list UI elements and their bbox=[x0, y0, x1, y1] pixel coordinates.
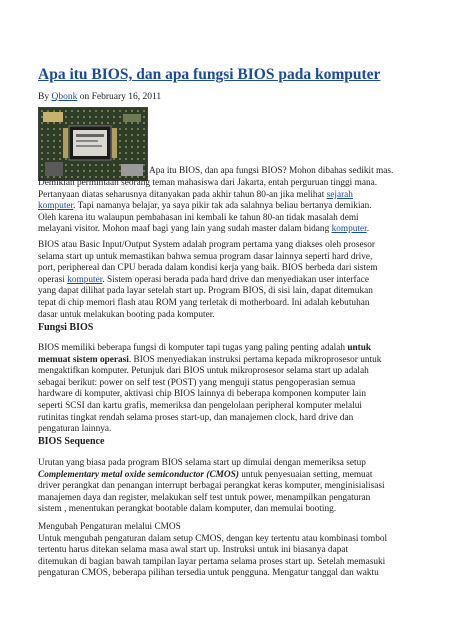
bios-sequence-heading: BIOS Sequence bbox=[38, 436, 105, 447]
para-line: ditemukan di bagian bawah tampilan layar pertama selama proses start up. Setelah memasuki bbox=[38, 556, 386, 567]
para-line: seperti SCSI dan kartu grafis, memeriksa dan pengelolaan peripheral komputer melalui bbox=[38, 400, 362, 411]
intro-lead-text: Apa itu BIOS, dan apa fungsi BIOS? Mohon dibahas sedikit mas. bbox=[149, 166, 394, 176]
para-line: untuk penyesuaian setting, memuat bbox=[241, 469, 373, 480]
para-line: pengaturan CMOS, beberapa pilihan tersedia untuk pengguna. Mengatur tanggal dan waktu bbox=[38, 568, 379, 579]
sejarah-link[interactable]: sejarah bbox=[326, 189, 353, 200]
article-title-link[interactable]: Apa itu BIOS, dan apa fungsi BIOS pada komputer bbox=[38, 66, 381, 83]
para-line: BIOS memiliki beberapa fungsi di komputer tapi tugas yang paling penting adalah bbox=[38, 343, 345, 353]
para-line-bold: untuk bbox=[347, 343, 372, 353]
para-line: selama start up untuk memastikan bahwa semua program dasar lainnya seperti hard drive, bbox=[38, 251, 373, 262]
para-line: manajemen daya dan register, melakukan self test untuk power, menampilkan pengaturan bbox=[38, 492, 371, 503]
para-line: pengaturan lainnya. bbox=[38, 424, 112, 435]
para-line: driver perangkat dan penangan interrupt berbagai perangkat keras komputer, menginisialisasi bbox=[38, 481, 385, 492]
para-line: operasi bbox=[38, 274, 65, 285]
komputer-link[interactable]: komputer bbox=[331, 224, 367, 235]
cmos-paragraph bbox=[38, 522, 438, 580]
para-line: Untuk mengubah pengaturan dalam setup CMOS, dengan key tertentu atau kombinasi tombol bbox=[38, 533, 388, 544]
para-line-bold: memuat sistem operasi bbox=[38, 354, 129, 365]
author-link[interactable]: Qbonk bbox=[51, 92, 78, 102]
para-line: Urutan yang biasa pada program BIOS selama start up dimulai dengan memeriksa setup bbox=[38, 458, 366, 468]
para-line: yang dapat dilihat pada layar setelah start up. Program BIOS, di sisi lain, dapat ditemukan bbox=[38, 286, 373, 297]
intro-line: Oleh karena itu walaupun pembahasan ini kembali ke tahun 80-an tidak masalah demi bbox=[38, 212, 359, 223]
komputer-link[interactable]: komputer bbox=[67, 274, 103, 285]
para-line: mengaktifkan komputer. Petunjuk dari BIOS untuk mikroprosesor selama start up adalah bbox=[38, 366, 369, 377]
para-line: sistem , menentukan perangkat bootable dalam komputer, dan memulai booting. bbox=[38, 504, 337, 515]
para-line: port, periphereal dan CPU berada dalam kondisi kerja yang baik. BIOS berbeda dari sistem bbox=[38, 263, 378, 274]
para-line: tertentu harus ditekan selama masa awal start up. Instruksi untuk ini biasanya dapat bbox=[38, 545, 349, 556]
para-line: sebagai berikut: power on self test (POST) yang menguji status pengoperasian semua bbox=[38, 377, 356, 388]
para-line: rutinitas tingkat rendah selama proses start-up, dan manajemen clock, hard drive dan bbox=[38, 412, 354, 423]
bios-definition-paragraph bbox=[38, 240, 438, 321]
post-date: February 16, 2011 bbox=[91, 92, 162, 102]
intro-line: Demikian permintaan seorang teman mahasiswa dari Jakarta, entah perguruan tinggi mana. bbox=[38, 178, 378, 188]
fungsi-paragraph bbox=[38, 343, 438, 436]
sequence-paragraph bbox=[38, 458, 438, 516]
byline bbox=[38, 92, 161, 102]
cmos-term: Complementary metal oxide semiconductor (CMOS) bbox=[38, 469, 239, 480]
intro-paragraph bbox=[38, 178, 438, 236]
bios-chip-image bbox=[38, 107, 148, 181]
para-line: BIOS atau Basic Input/Output System adalah program pertama yang diakses oleh prosesor bbox=[38, 240, 375, 250]
by-label: By bbox=[38, 92, 50, 102]
date-prefix: on bbox=[79, 92, 90, 102]
intro-line: . Tapi namanya belajar, ya saya pikir tak ada salahnya beliau bertanya demikian. bbox=[73, 201, 372, 212]
komputer-link[interactable]: komputer bbox=[38, 201, 74, 212]
fungsi-bios-heading: Fungsi BIOS bbox=[38, 322, 94, 333]
para-line: . BIOS menyediakan instruksi pertama kepada mikroprosesor untuk bbox=[128, 354, 382, 365]
cmos-subheading: Mengubah Pengaturan melalui CMOS bbox=[38, 522, 181, 532]
intro-line: Pertanyaan diatas seharusnya ditanyakan pada akhir tahun 80-an jika melihat bbox=[38, 189, 325, 200]
para-line: hardware di komputer, aktivasi chip BIOS lainnya di beberapa komponen komputer lain bbox=[38, 389, 367, 400]
para-line: tepat di chip memori flash atau ROM yang terletak di motherboard. Ini adalah kebutuhan bbox=[38, 297, 370, 308]
intro-line: . bbox=[366, 224, 370, 235]
para-line: . Sistem operasi berada pada hard drive dan menyediakan user interface bbox=[102, 274, 369, 285]
para-line: dasar untuk melakukan booting pada komputer. bbox=[38, 309, 215, 320]
intro-line: melayani visitor. Mohon maaf bagi yang lain yang sudah master dalam bidang bbox=[38, 224, 330, 235]
